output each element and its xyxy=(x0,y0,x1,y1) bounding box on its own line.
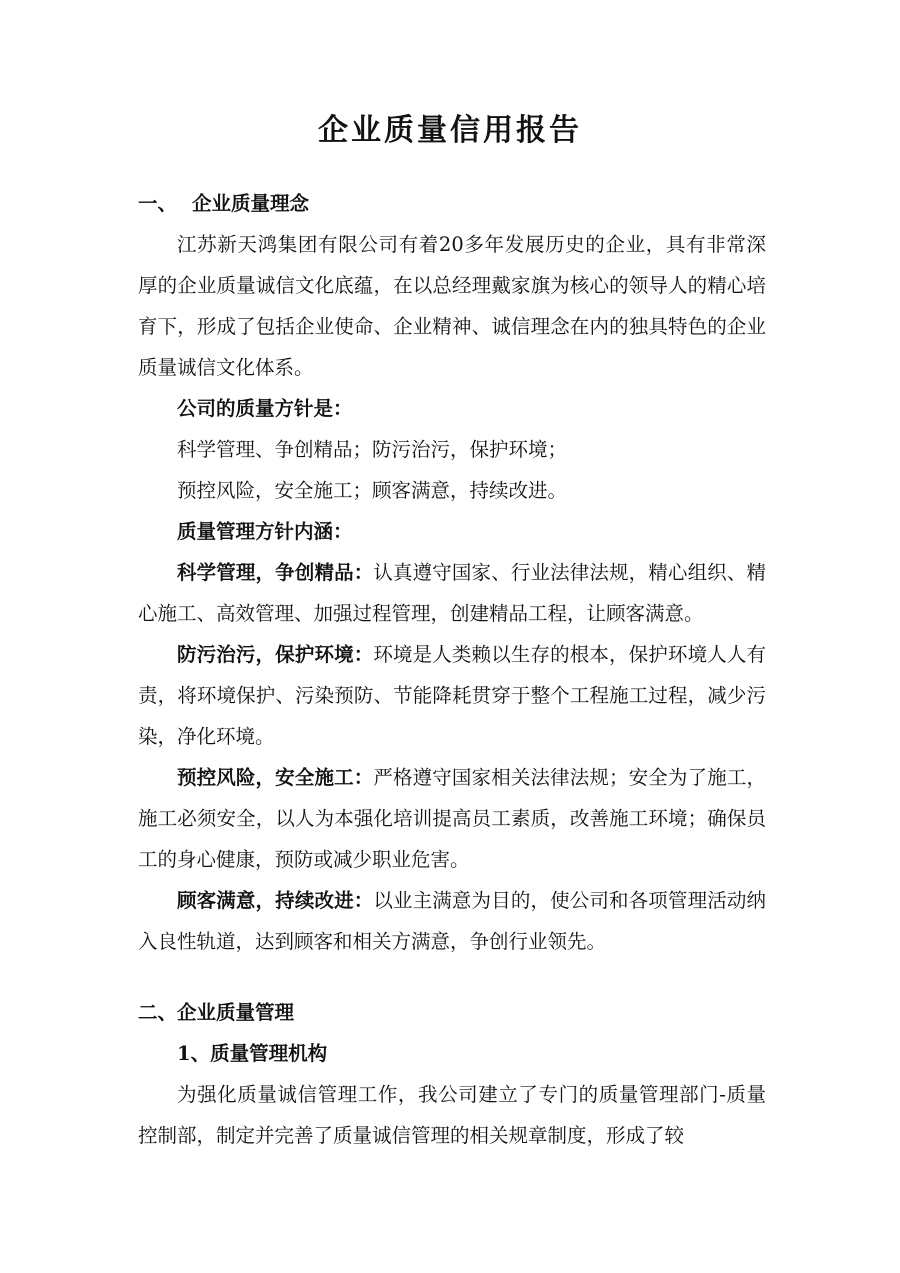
document-title: 企业质量信用报告 xyxy=(318,113,582,148)
section1-intro: 江苏新天鸿集团有限公司有着20多年发展历史的企业，具有非常深厚的企业质量诚信文化底蕴，在以总经理戴家旗为核心的领导人的精心培育下，形成了包括企业使命、企业精神、诚信理念在内的独具特色的企业质量诚信文化体系。 xyxy=(138,233,766,379)
policy-item-3 xyxy=(138,757,766,880)
policy-item-text: 严格遵守国家相关法律法规；安全为了施工，施工必须安全，以人为本强化培训提高员工素质，改善施工环境；确保员工的身心健康，预防或减少职业危害。 xyxy=(138,766,766,871)
meaning-label: 质量管理方针内涵： xyxy=(177,520,353,543)
policy-item-term: 科学管理，争创精品： xyxy=(177,561,374,584)
section-spacer xyxy=(138,962,766,992)
policy-item-term: 顾客满意，持续改进： xyxy=(177,889,374,912)
policy-item-term: 防污治污，保护环境： xyxy=(177,643,374,666)
policy-label: 公司的质量方针是： xyxy=(177,397,353,420)
policy-item-text: 以业主满意为目的，使公司和各项管理活动纳入良性轨道，达到顾客和相关方满意，争创行业领先。 xyxy=(138,889,766,953)
policy-item-4 xyxy=(138,880,766,962)
document-body xyxy=(138,183,766,1156)
policy-item-text: 环境是人类赖以生存的根本，保护环境人人有责，将环境保护、污染预防、节能降耗贯穿于整个工程施工过程，减少污染，净化环境。 xyxy=(138,643,766,748)
section1-number: 一、 xyxy=(138,192,178,215)
policy-item-term: 预控风险，安全施工： xyxy=(177,766,374,789)
section2-body: 为强化质量诚信管理工作，我公司建立了专门的质量管理部门-质量控制部，制定并完善了质量诚信管理的相关规章制度，形成了较 xyxy=(138,1083,766,1147)
policy-line-2: 预控风险，安全施工；顾客满意，持续改进。 xyxy=(177,479,568,502)
section1-heading xyxy=(138,183,766,224)
section2-heading: 二、企业质量管理 xyxy=(138,1001,295,1024)
section2-sub-heading: 1、质量管理机构 xyxy=(177,1042,328,1065)
policy-item-text: 认真遵守国家、行业法律法规，精心组织、精心施工、高效管理、加强过程管理，创建精品工程，让顾客满意。 xyxy=(138,561,766,625)
policy-line-1: 科学管理、争创精品；防污治污，保护环境； xyxy=(177,438,568,461)
policy-item-1 xyxy=(138,552,766,634)
section1-heading-text: 企业质量理念 xyxy=(192,192,310,215)
policy-item-2 xyxy=(138,634,766,757)
